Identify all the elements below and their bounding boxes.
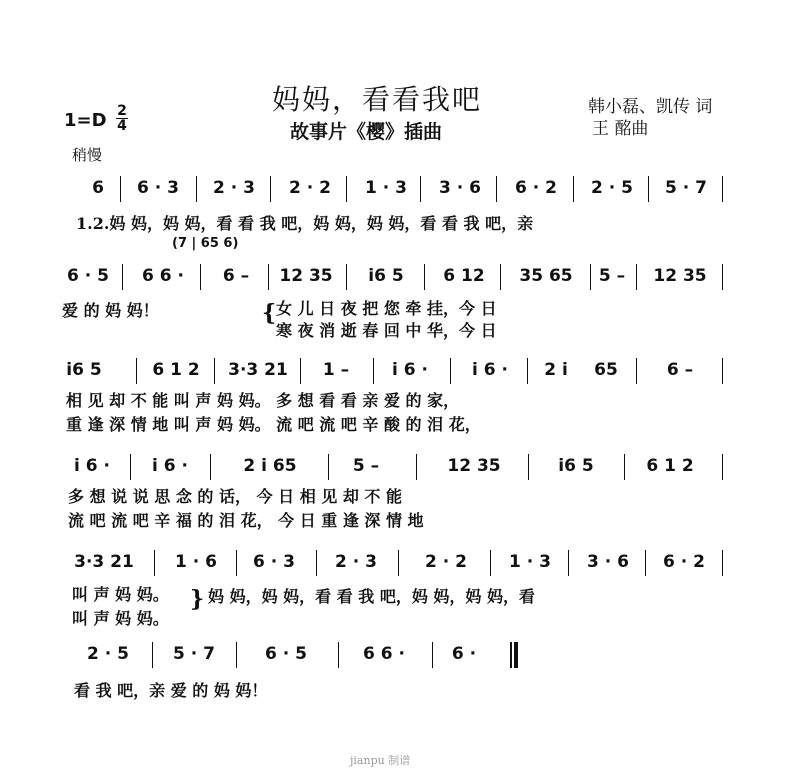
- measure: 5 · 7: [173, 644, 215, 664]
- measure: 2 · 5: [591, 178, 633, 198]
- barline: [722, 358, 723, 384]
- barline: [528, 454, 529, 480]
- composer-credit: 王 酩曲: [592, 119, 649, 139]
- barline: [420, 176, 421, 202]
- barline: [450, 358, 451, 384]
- lyric-line-2: 叫 声 妈 妈。: [72, 609, 169, 628]
- measure: 2 · 2: [289, 178, 331, 198]
- measure: 6 1 2: [152, 360, 200, 380]
- barline: [636, 264, 637, 290]
- measure: 6 · 5: [67, 266, 109, 286]
- measure: 5 –: [598, 266, 626, 286]
- barline: [645, 550, 646, 576]
- barline: [236, 642, 237, 668]
- barline: [722, 550, 723, 576]
- final-barline-thick: [514, 642, 518, 668]
- barline: [398, 550, 399, 576]
- measure: 6: [92, 178, 104, 198]
- measure: 3·3 21: [74, 552, 134, 572]
- barline: [122, 264, 123, 290]
- measure: i 6 ·: [392, 360, 428, 380]
- measure: 35 65: [519, 266, 573, 286]
- song-title: 妈妈，看看我吧: [272, 83, 483, 116]
- barline: [424, 264, 425, 290]
- measure: 5 –: [352, 456, 380, 476]
- key-signature: 1=D: [64, 110, 107, 131]
- barline: [573, 176, 574, 202]
- measure: 2 i 65: [243, 456, 297, 476]
- barline: [490, 550, 491, 576]
- measure: i 6 ·: [152, 456, 188, 476]
- measure: 6 · 3: [137, 178, 179, 198]
- grace-notes: (7 | 65 6): [172, 236, 239, 251]
- measure: 1 · 3: [509, 552, 551, 572]
- barline: [527, 358, 528, 384]
- measure: 6 · 2: [515, 178, 557, 198]
- measure: 6 –: [666, 360, 694, 380]
- barline: [722, 454, 723, 480]
- measure: 2 · 3: [213, 178, 255, 198]
- verse-brace: {: [262, 300, 277, 326]
- barline: [373, 358, 374, 384]
- barline: [210, 454, 211, 480]
- measure: 3 · 6: [439, 178, 481, 198]
- measure: i 6 ·: [472, 360, 508, 380]
- barline: [328, 454, 329, 480]
- barline: [316, 550, 317, 576]
- verse-brace: }: [190, 586, 205, 612]
- barline: [214, 358, 215, 384]
- measure: 12 35: [447, 456, 501, 476]
- measure: 2 · 2: [425, 552, 467, 572]
- barline: [432, 642, 433, 668]
- lyric-line-1: 多 想 说 说 思 念 的 话， 今 日 相 见 却 不 能: [68, 487, 402, 506]
- measure: 6 · 3: [253, 552, 295, 572]
- barline: [496, 176, 497, 202]
- lyric-line-2: 重 逢 深 情 地 叫 声 妈 妈。 流 吧 流 吧 辛 酸 的 泪 花，: [66, 415, 481, 434]
- measure: 6 6 ·: [142, 266, 184, 286]
- time-signature-bottom: 4: [117, 118, 127, 134]
- measure: 2 · 5: [87, 644, 129, 664]
- measure: 6 · 2: [663, 552, 705, 572]
- barline: [196, 176, 197, 202]
- lyricist-credit: 韩小磊、凯传 词: [588, 97, 713, 117]
- measure: 5 · 7: [665, 178, 707, 198]
- barline: [346, 264, 347, 290]
- measure: 6 12: [443, 266, 485, 286]
- measure: i6 5: [66, 360, 102, 380]
- time-signature-top: 2: [117, 103, 127, 119]
- lyric-line-1: 叫 声 妈 妈。: [72, 585, 169, 604]
- measure: 6 · 5: [265, 644, 307, 664]
- barline: [346, 176, 347, 202]
- barline: [130, 454, 131, 480]
- barline: [568, 550, 569, 576]
- measure: 65: [594, 360, 618, 380]
- measure: 6 1 2: [646, 456, 694, 476]
- barline: [500, 264, 501, 290]
- barline: [590, 264, 591, 290]
- measure: 3·3 21: [228, 360, 288, 380]
- measure: i 6 ·: [74, 456, 110, 476]
- lyric-line-1: 爱 的 妈 妈！: [62, 301, 159, 320]
- barline: [624, 454, 625, 480]
- lyric-line-2: 流 吧 流 吧 辛 福 的 泪 花， 今 日 重 逢 深 情 地: [68, 511, 424, 530]
- barline: [236, 550, 237, 576]
- measure: i6 5: [558, 456, 594, 476]
- measure: 3 · 6: [587, 552, 629, 572]
- barline: [154, 550, 155, 576]
- lyric-line-3: 寒 夜 消 逝 春 回 中 华，今 日: [276, 321, 497, 340]
- barline: [722, 264, 723, 290]
- measure: 12 35: [279, 266, 333, 286]
- lyric-line-1: 相 见 却 不 能 叫 声 妈 妈。 多 想 看 看 亲 爱 的 家，: [66, 391, 460, 410]
- barline: [338, 642, 339, 668]
- barline: [152, 642, 153, 668]
- measure: 6 ·: [451, 644, 477, 664]
- barline: [270, 176, 271, 202]
- barline: [268, 264, 269, 290]
- barline: [200, 264, 201, 290]
- lyric-common: 妈 妈，妈 妈，看 看 我 吧，妈 妈，妈 妈，看: [208, 587, 535, 606]
- measure: 1 · 6: [175, 552, 217, 572]
- measure: 2 i: [544, 360, 568, 380]
- measure: 1 · 3: [365, 178, 407, 198]
- watermark: jianpu 制谱: [350, 754, 411, 767]
- measure: 12 35: [653, 266, 707, 286]
- lyric-line-1: 看 我 吧，亲 爱 的 妈 妈！: [74, 681, 268, 700]
- measure: 6 6 ·: [363, 644, 405, 664]
- barline: [648, 176, 649, 202]
- measure: 6 –: [222, 266, 250, 286]
- barline: [416, 454, 417, 480]
- barline: [300, 358, 301, 384]
- song-subtitle: 故事片《樱》插曲: [290, 121, 443, 143]
- lyric-line-1: 1.2.妈 妈，妈 妈，看 看 我 吧，妈 妈，妈 妈，看 看 我 吧，亲: [76, 214, 534, 233]
- measure: 1 –: [322, 360, 350, 380]
- final-barline-thin: [510, 642, 512, 668]
- measure: i6 5: [368, 266, 404, 286]
- barline: [636, 358, 637, 384]
- lyric-line-2: 女 儿 日 夜 把 您 牵 挂，今 日: [276, 299, 497, 318]
- measure: 2 · 3: [335, 552, 377, 572]
- barline: [136, 358, 137, 384]
- tempo-marking: 稍慢: [72, 146, 103, 164]
- barline: [120, 176, 121, 202]
- barline: [722, 176, 723, 202]
